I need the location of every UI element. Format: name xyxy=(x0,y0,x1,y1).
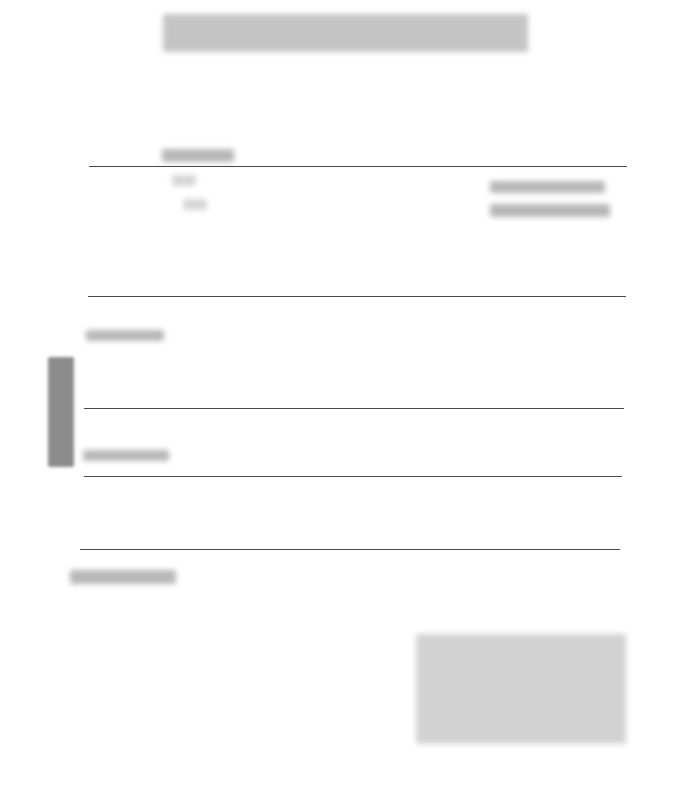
redacted-header xyxy=(163,14,528,52)
contract-rule xyxy=(89,166,627,167)
redacted-insured-name xyxy=(183,199,207,210)
redacted-stamp xyxy=(48,357,74,467)
redacted-product-prefix-note xyxy=(83,450,169,461)
redacted-signature-block xyxy=(416,634,626,744)
redacted-insured-id xyxy=(490,204,610,217)
redacted-policyholder-id xyxy=(490,181,605,193)
redacted-contract-number xyxy=(162,149,234,162)
redacted-product-prefix xyxy=(86,330,164,341)
redacted-policyholder-name xyxy=(172,175,196,186)
special-rule xyxy=(84,476,622,477)
redacted-company-name xyxy=(70,570,176,584)
beneficiary-rule xyxy=(88,296,626,297)
special-bottom-rule xyxy=(80,549,620,550)
coverage-rule xyxy=(84,408,624,409)
